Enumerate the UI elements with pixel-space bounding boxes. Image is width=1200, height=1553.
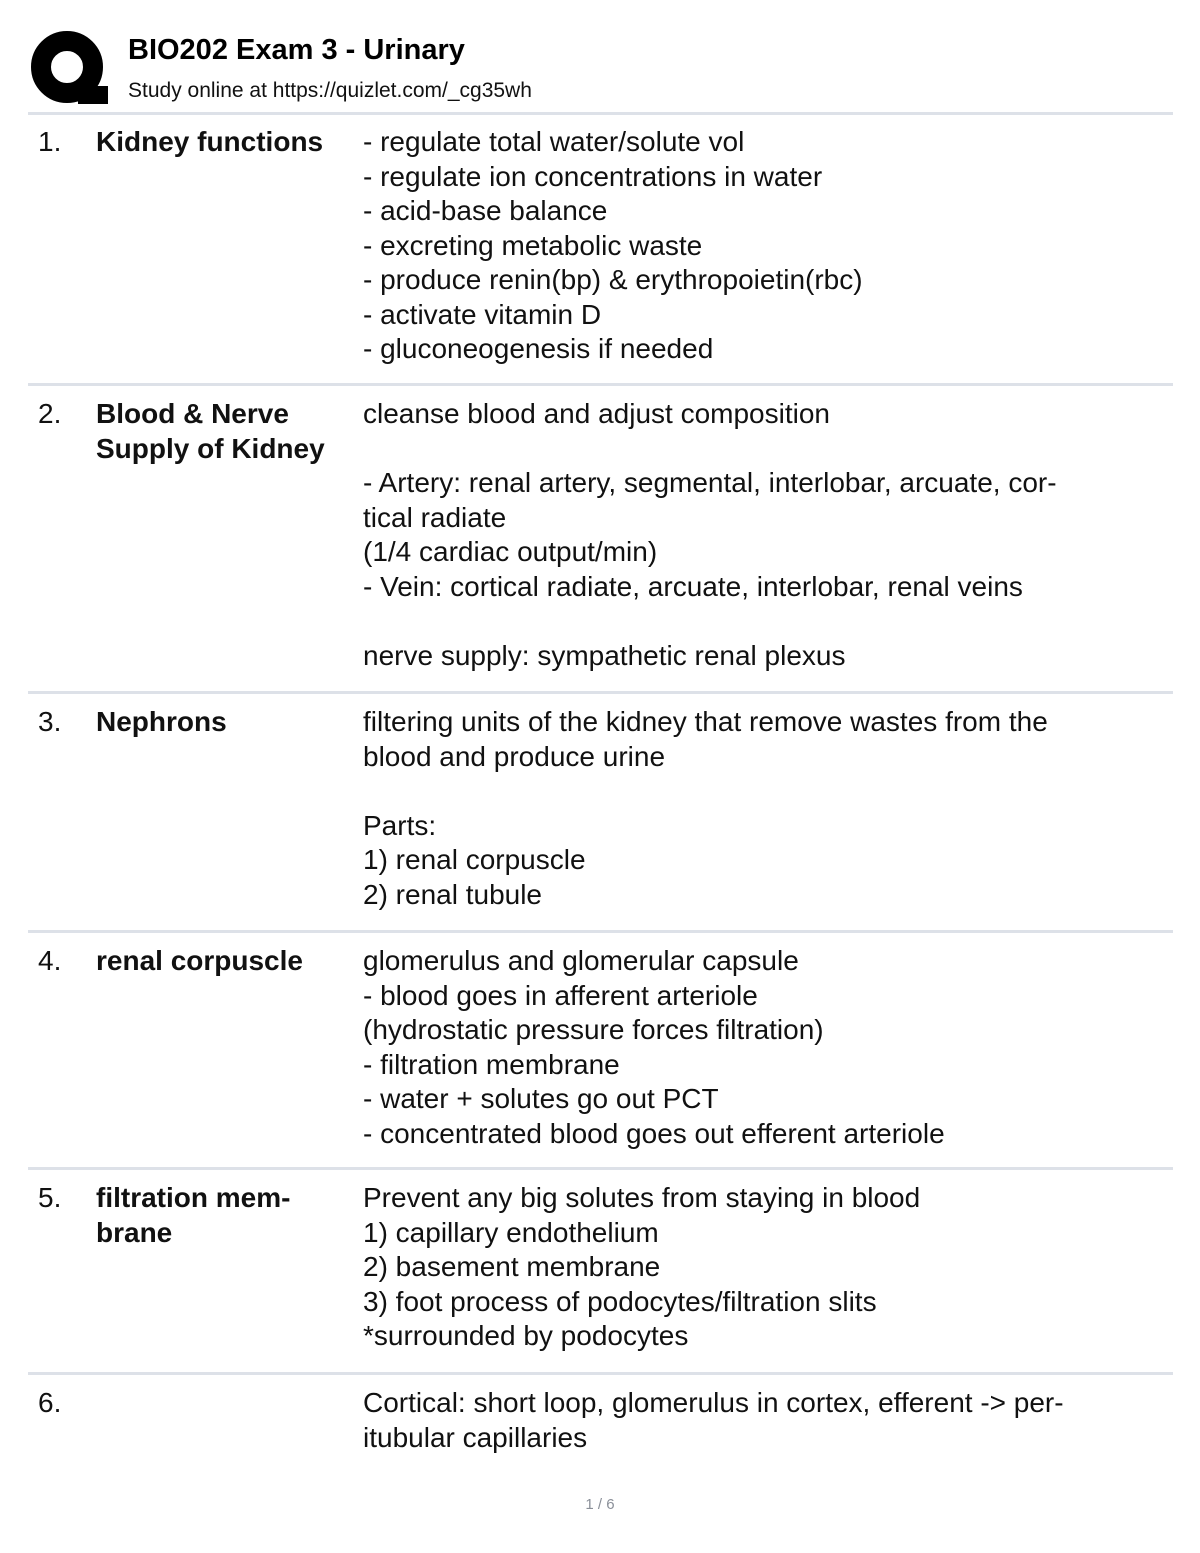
card-number: 3.	[38, 706, 62, 737]
flashcard-row	[28, 125, 1173, 375]
card-number: 2.	[38, 398, 62, 429]
flashcard-row	[28, 1386, 1173, 1466]
page-title: BIO202 Exam 3 - Urinary	[128, 34, 465, 66]
card-term: Blood & Nerve Supply of Kidney	[96, 398, 325, 464]
card-definition: - regulate total water/solute vol - regulate ion concentrations in water - acid-base balance - excreting metabolic waste - produce renin(bp) & erythropoietin(rbc) - activate vitamin D - gluconeogenesis if needed	[363, 126, 863, 364]
quizlet-logo-icon	[30, 30, 108, 108]
page-number: 1 / 6	[585, 1496, 615, 1513]
card-term: Nephrons	[96, 706, 227, 737]
card-number: 4.	[38, 945, 62, 976]
card-term: filtration mem- brane	[96, 1182, 291, 1248]
card-definition: filtering units of the kidney that remove wastes from the blood and produce urine Parts: 1) renal corpuscle 2) renal tubule	[363, 706, 1048, 910]
document-header	[30, 30, 1172, 110]
card-number: 6.	[38, 1387, 62, 1418]
card-definition: Prevent any big solutes from staying in blood 1) capillary endothelium 2) basement membrane 3) foot process of podocytes/filtration slits *surrounded by podocytes	[363, 1182, 921, 1351]
flashcard-row	[28, 397, 1173, 682]
card-definition: Cortical: short loop, glomerulus in cortex, efferent -> per- itubular capillaries	[363, 1387, 1064, 1453]
flashcard-row	[28, 705, 1173, 920]
study-online-link[interactable]: Study online at https://quizlet.com/_cg35wh	[128, 79, 532, 102]
divider	[28, 112, 1173, 115]
divider	[28, 691, 1173, 694]
card-term: Kidney functions	[96, 126, 324, 157]
flashcard-row	[28, 1181, 1173, 1361]
divider	[28, 930, 1173, 933]
flashcard-row	[28, 944, 1173, 1159]
divider	[28, 1372, 1173, 1375]
divider	[28, 1167, 1173, 1170]
card-number: 1.	[38, 126, 62, 157]
card-definition: glomerulus and glomerular capsule - blood goes in afferent arteriole (hydrostatic pressure forces filtration) - filtration membrane - water + solutes go out PCT - concentrated blood goes out efferent arteriole	[363, 945, 945, 1149]
card-number: 5.	[38, 1182, 62, 1213]
card-definition: cleanse blood and adjust composition - Artery: renal artery, segmental, interlobar, arcuate, cor- tical radiate (1/4 cardiac output/min) - Vein: cortical radiate, arcuate, interlobar, renal veins nerve supply: sympathetic renal plexus	[363, 398, 1057, 671]
card-term: renal corpuscle	[96, 945, 303, 976]
divider	[28, 383, 1173, 386]
